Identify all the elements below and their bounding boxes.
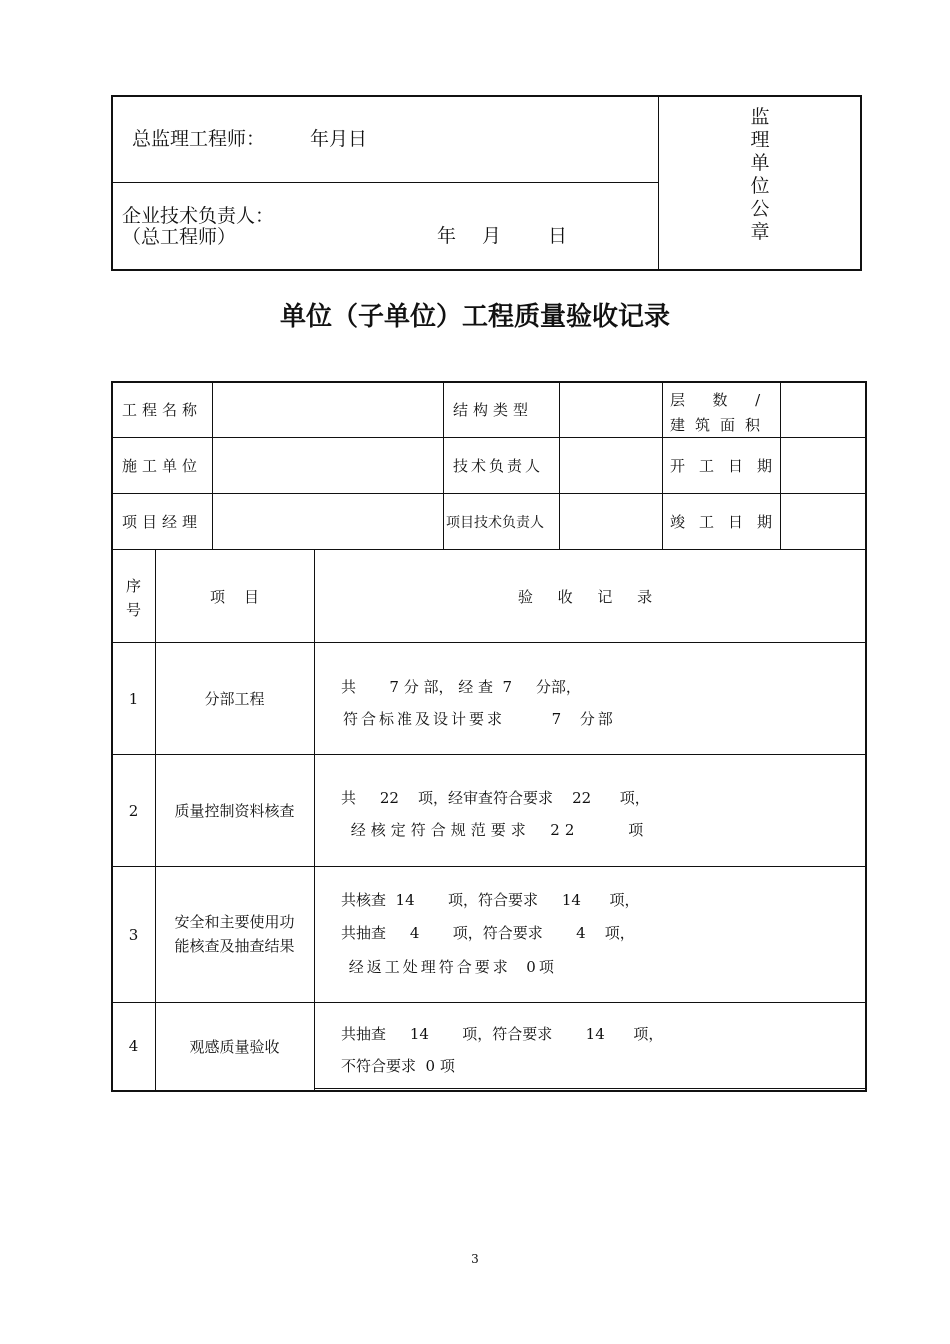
row-item: 质量控制资料核查 (174, 802, 295, 820)
seq-header-line: 号 (125, 601, 141, 619)
project-manager-label: 项目经理 (122, 513, 203, 531)
row-item-line: 能核查及抽查结果 (174, 937, 295, 955)
record-header: 验 收 记 录 (517, 587, 663, 606)
row-record-line: 经核定符合规范要求 22 项 (341, 821, 649, 839)
row-record-line: 符合标准及设计要求 7 分部 (343, 710, 616, 728)
col-divider (662, 382, 663, 549)
project-tech-head-label: 项目技术负责人 (446, 514, 544, 531)
row-record-line: 共抽查 14 项，符合要求 14 项， (341, 1025, 664, 1043)
row-record-line: 不符合要求 0 项 (341, 1057, 455, 1075)
document-title: 单位（子单位）工程质量验收记录 (279, 302, 670, 332)
signature-row-divider (112, 182, 658, 183)
row-number: 1 (128, 689, 139, 708)
completion-date-label: 竣工日期 (670, 513, 787, 531)
seal-char: 章 (750, 221, 770, 243)
seal-char: 理 (750, 129, 770, 151)
seal-char: 公 (750, 198, 770, 220)
row-number: 3 (128, 925, 139, 944)
row-number: 2 (128, 801, 139, 820)
row-number: 4 (128, 1037, 139, 1055)
start-date-label: 开工日期 (670, 457, 787, 475)
tech-head-note: （总工程师） (122, 226, 237, 248)
floors-label: 层 数 / (670, 391, 767, 409)
seal-char: 监 (750, 106, 770, 128)
row-record-line: 共 7 分 部， 经 查 7 分部， (341, 678, 581, 696)
date-month: 月 (482, 225, 502, 247)
tech-head-label: 企业技术负责人： (122, 205, 275, 227)
row-record-line: 共核查 14 项，符合要求 14 项， (341, 891, 640, 909)
date-day: 日 (548, 225, 568, 247)
date-year: 年 (437, 225, 457, 247)
row-record-line: 共抽查 4 项，符合要求 4 项， (341, 924, 635, 942)
chief-engineer-date: 年月日 (310, 128, 368, 150)
project-name-label: 工程名称 (122, 401, 203, 419)
seal-char: 单 (750, 152, 770, 174)
row-record-line: 共 22 项，经审查符合要求 22 项， (341, 789, 650, 807)
chief-engineer-label: 总监理工程师： (132, 128, 266, 150)
seal-char: 位 (750, 175, 770, 197)
row-record-line: 经返工处理符合要求 0项 (341, 958, 557, 976)
tech-head-label: 技术负责人 (453, 457, 544, 475)
signature-divider (658, 96, 659, 270)
building-area-label: 建筑面积 (670, 416, 771, 434)
construction-unit-label: 施工单位 (122, 457, 203, 475)
item-header: 项 目 (209, 587, 260, 606)
seq-header (112, 574, 155, 622)
row-item-line: 安全和主要使用功 (174, 913, 295, 931)
row-item: 观感质量验收 (189, 1037, 280, 1056)
col-divider (559, 382, 560, 549)
seq-header-line: 序 (125, 577, 141, 595)
page-number: 3 (471, 1252, 479, 1266)
col-divider (212, 382, 213, 549)
row-divider (112, 866, 866, 867)
row-item (155, 910, 314, 958)
structure-type-label: 结构类型 (453, 401, 534, 419)
row-divider (314, 1088, 866, 1089)
col-divider (443, 382, 444, 549)
row-item: 分部工程 (204, 690, 265, 708)
